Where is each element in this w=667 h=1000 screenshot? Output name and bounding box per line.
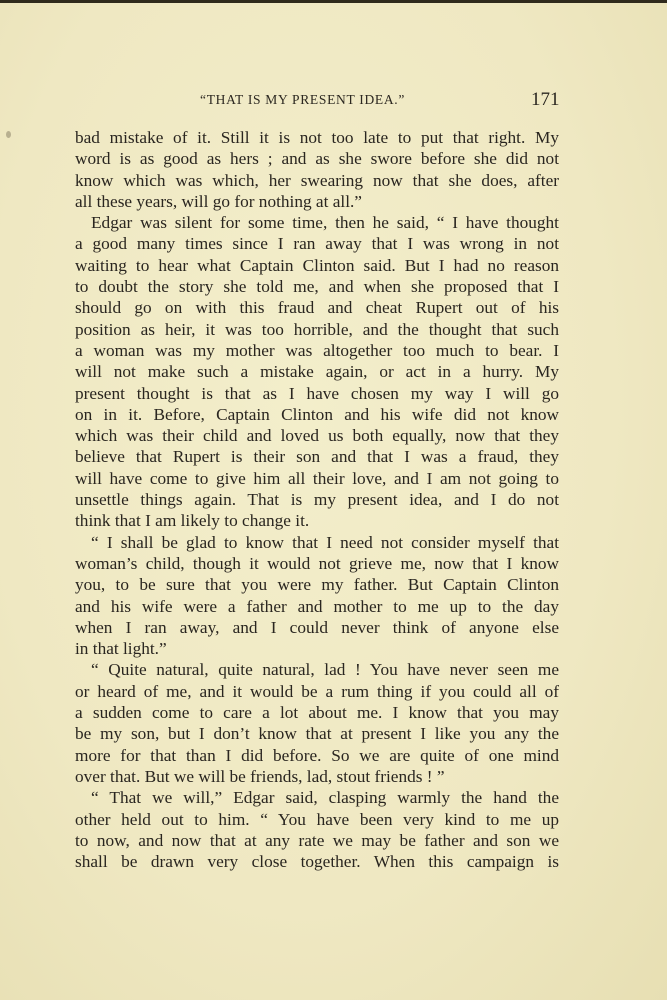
text-line: on in it. Before, Captain Clinton and his wife did not know	[75, 404, 559, 424]
text-line: to now, and now that at any rate we may be father and son we	[75, 830, 559, 850]
text-line: shall be drawn very close together. When this campaign is	[75, 852, 559, 872]
text-line: believe that Rupert is their son and that I was a fraud, they	[75, 447, 559, 467]
text-line: “ I shall be glad to know that I need not consider myself that	[91, 532, 559, 552]
text-line: bad mistake of it. Still it is not too late to put that right. My	[75, 128, 559, 147]
text-line: a good many times since I ran away that I was wrong in not	[75, 234, 559, 254]
text-line: waiting to hear what Captain Clinton said. But I had no reason	[75, 255, 559, 275]
text-line: over that. But we will be friends, lad, stout friends ! ”	[75, 766, 445, 786]
text-line: unsettle things again. That is my present idea, and I do not	[75, 490, 559, 510]
text-line: to doubt the story she told me, and when she proposed that I	[75, 277, 559, 297]
text-line: you, to be sure that you were my father. But Captain Clinton	[75, 575, 559, 595]
text-line: word is as good as hers ; and as she swore before she did not	[75, 149, 559, 169]
page-top-edge	[0, 0, 667, 3]
body-text	[75, 127, 559, 872]
text-line: a woman was my mother was altogether too much to bear. I	[75, 340, 559, 360]
text-line: “ That we will,” Edgar said, clasping warmly the hand the	[91, 788, 559, 808]
page-number: 171	[531, 89, 560, 110]
text-line: should go on with this fraud and cheat Rupert out of his	[75, 298, 559, 318]
text-line: woman’s child, though it would not grieve me, now that I know	[75, 553, 559, 573]
running-head-title: “THAT IS MY PRESENT IDEA.”	[200, 92, 406, 107]
text-line: position as heir, it was too horrible, and the thought that such	[75, 319, 559, 339]
text-line: know which was which, her swearing now that she does, after	[75, 170, 559, 190]
running-head	[0, 89, 667, 112]
text-line: other held out to him. “ You have been very kind to me up	[75, 809, 559, 829]
text-line: when I ran away, and I could never think of anyone else	[75, 617, 559, 637]
text-line: “ Quite natural, quite natural, lad ! You have never seen me	[91, 660, 559, 680]
text-line: think that I am likely to change it.	[75, 511, 310, 531]
text-line: present thought is that as I have chosen my way I will go	[75, 383, 559, 403]
text-line: be my son, but I don’t know that at present I like you any the	[75, 724, 559, 744]
text-line: will not make such a mistake again, or act in a hurry. My	[75, 362, 559, 382]
text-line: a sudden come to care a lot about me. I know that you may	[75, 703, 559, 723]
text-line: more for that than I did before. So we are quite of one mind	[75, 745, 559, 765]
text-line: will have come to give him all their love, and I am not going to	[75, 468, 559, 488]
text-line: Edgar was silent for some time, then he said, “ I have thought	[91, 213, 559, 233]
paper-spot	[6, 131, 11, 138]
text-line: all these years, will go for nothing at all.”	[75, 191, 362, 211]
text-line: and his wife were a father and mother to me up to the day	[75, 596, 559, 616]
text-line: which was their child and loved us both equally, now that they	[75, 426, 559, 446]
text-line: in that light.”	[75, 639, 167, 659]
text-line: or heard of me, and it would be a rum thing if you could all of	[75, 681, 559, 701]
